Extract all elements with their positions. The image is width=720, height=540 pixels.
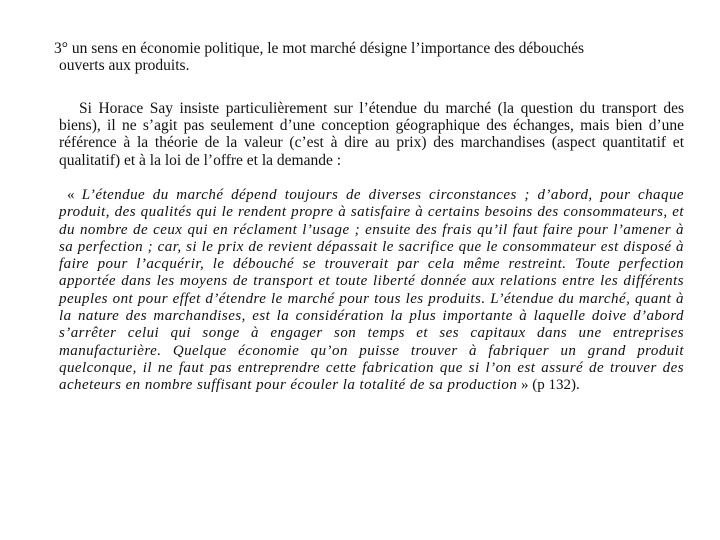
page-reference: (p 132). — [528, 377, 580, 394]
paragraph-quotation — [59, 187, 684, 395]
paragraph-definition-line-1: 3° un sens en économie politique, le mot marché désigne l’importance des débouchés — [54, 40, 585, 57]
open-quote-mark: « — [67, 187, 82, 203]
paragraph-horace-say: Si Horace Say insiste particulièrement sur l’étendue du marché (la question du transport des biens), il ne s’agit pas seulement d’une conception géographique des échanges, mais bien d’une référence à la théorie de la valeur (c’est à dire au prix) des marchandises (aspect quantitatif et qualitatif) et à la loi de l’offre et la demande : — [59, 100, 684, 169]
close-quote-mark: » — [517, 377, 529, 394]
quotation-text: L’étendue du marché dépend toujours de diverses circonstances ; d’abord, pour chaque produit, des qualités qui le rendent propre à satisfaire à certains besoins des consommateurs, et du nombre de ceux qui en réclament l’usage ; ensuite des frais qu’il faut faire pour l’amener à sa perfection ; car, si le prix de revient dépassait le sacrifice que le consommateur est disposé à faire pour l’acquérir, le débouché se trouverait par cela même restreint. Toute perfection apportée dans les moyens de transport et toute liberté donnée aux relations entre les différents peuples ont pour effet d’étendre le marché pour tous les produits. L’étendue du marché, quant à la nature des marchandises, est la considération la plus importante à laquelle doive d’abord s’arrêter celui qui songe à engager son temps et ses capitaux dans une entreprises manufacturière. Quelque économie qu’on puisse trouver à fabriquer un grand produit quelconque, il ne faut pas entreprendre cette fabrication que si l’on est assuré de trouver des acheteurs en nombre suffisant pour écouler la totalité de sa production — [59, 187, 685, 394]
paragraph-definition-line-2: ouverts aux produits. — [59, 57, 190, 75]
paragraph-definition — [54, 40, 684, 75]
